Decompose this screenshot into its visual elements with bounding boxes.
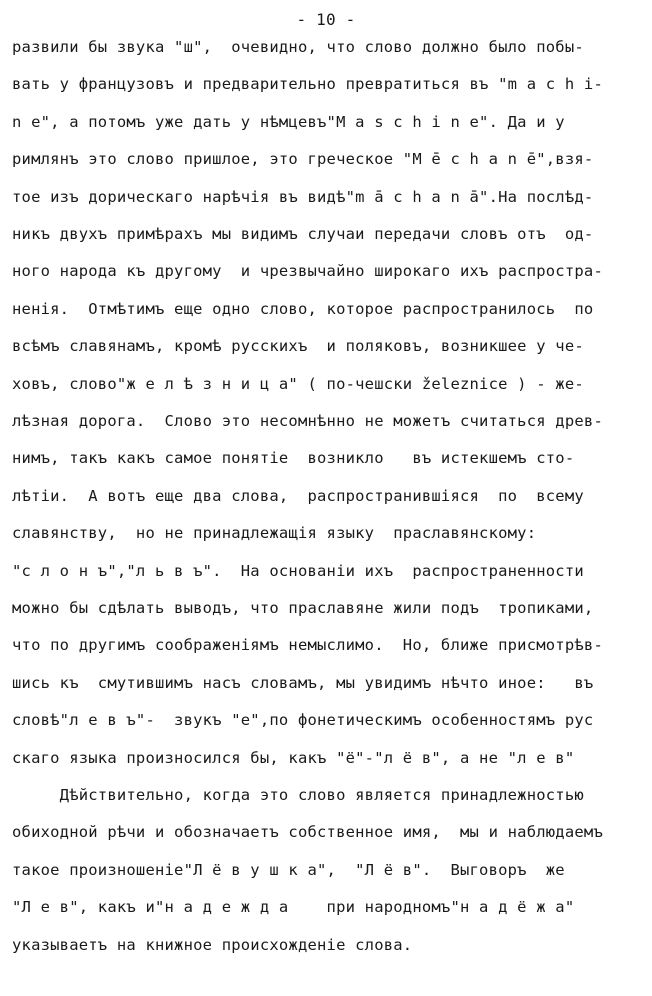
text-line: скаго языка произносился бы, какъ "ё"-"л ё в", а не "л е в" <box>12 748 575 767</box>
text-line: можно бы сдѣлать выводъ, что праславяне жили подъ тропиками, <box>12 599 594 617</box>
text-line: что по другимъ соображеніямъ немыслимо. Но, ближе присмотрѣв- <box>12 636 603 655</box>
text-line: указываетъ на книжное происхожденіе слова. <box>12 935 413 954</box>
text-line: славянству, но не принадлежащія языку праславянскому: <box>12 524 537 543</box>
text-line: вать у французовъ и предварительно превратиться въ "m a c h i- <box>12 75 603 94</box>
text-line: ного народа къ другому и чрезвычайно широкаго ихъ распростра- <box>12 262 603 281</box>
text-line: всѣмъ славянамъ, кромѣ русскихъ и поляковъ, возникшее у че- <box>12 337 584 356</box>
text-line: словѣ"л е в ъ"- звукъ "е",по фонетическимъ особенностямъ рус <box>12 711 594 730</box>
text-line: никъ двухъ примѣрахъ мы видимъ случаи передачи словъ отъ од- <box>12 225 594 243</box>
text-line: лѣтіи. А вотъ еще два слова, распространившіяся по всему <box>12 486 584 505</box>
text-line: шись къ смутившимъ насъ словамъ, мы увидимъ нѣчто иное: въ <box>12 673 594 692</box>
text-line: развили бы звука "ш", очевидно, что слово должно было побы- <box>12 38 584 56</box>
text-line: ховъ, слово"ж е л ѣ з н и ц а" ( по-чешски železnice ) - же- <box>12 374 584 393</box>
text-line: тое изъ дорическаго нарѣчія въ видѣ"m ā c h a n ā".На послѣд- <box>12 187 594 206</box>
text-line: лѣзная дорога. Слово это несомнѣнно не можетъ считаться древ- <box>12 412 603 430</box>
text-line: "Л е в", какъ и"н а д е ж д а при народномъ"н а д ё ж а" <box>12 898 575 917</box>
text-line: обиходной рѣчи и обозначаетъ собственное имя, мы и наблюдаемъ <box>12 823 603 842</box>
text-line: ненія. Отмѣтимъ еще одно слово, которое распространилось по <box>12 299 594 318</box>
text-line: римлянъ это слово пришлое, это греческое "M ē c h a n ē",взя- <box>12 150 594 169</box>
page-number: - 10 - <box>296 10 356 29</box>
text-line: "с л о н ъ","л ь в ъ". На основаніи ихъ распространенности <box>12 561 584 580</box>
text-line: n e", а потомъ уже дать у нѣмцевъ"M a s c h i n e". Да и у <box>12 112 565 131</box>
text-line: такое произношеніе"Л ё в у ш к а", "Л ё в". Выговоръ же <box>12 860 565 879</box>
text-line: нимъ, такъ какъ самое понятіе возникло въ истекшемъ сто- <box>12 449 575 468</box>
text-line: Дѣйствительно, когда это слово является принадлежностью <box>12 786 584 804</box>
